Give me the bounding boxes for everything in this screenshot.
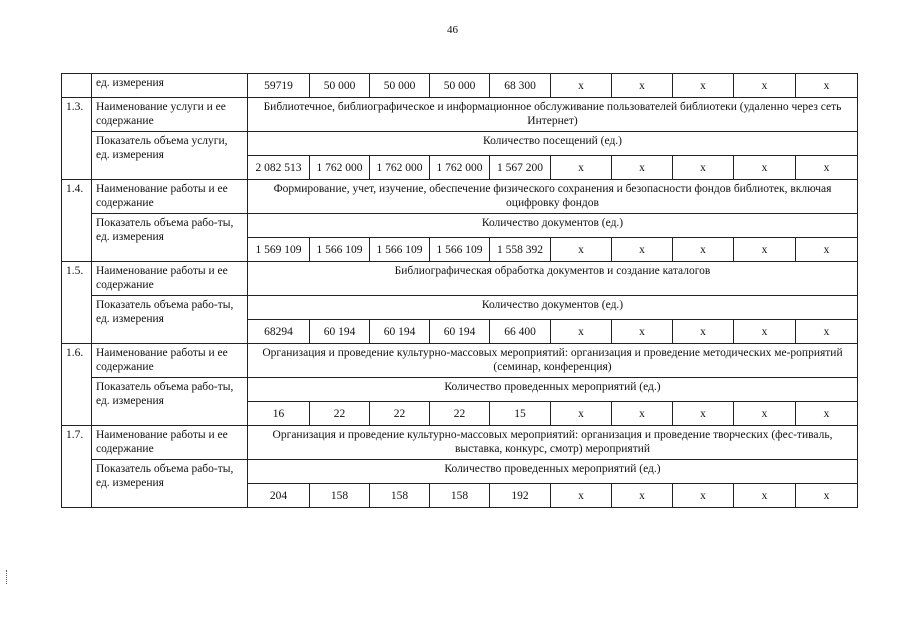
value-cell: x	[734, 238, 796, 262]
value-cell: x	[673, 238, 734, 262]
value-cell: x	[796, 484, 858, 508]
value-cell: x	[551, 238, 612, 262]
value-cell: 158	[310, 484, 370, 508]
table-row-indicator	[62, 132, 858, 156]
indicator-label: Показатель объема услуги, ед. измерения	[92, 132, 248, 180]
table-row-indicator	[62, 378, 858, 402]
value-cell: 1 558 392	[490, 238, 551, 262]
value-cell: 15	[490, 402, 551, 426]
value-cell: x	[551, 320, 612, 344]
section-number: 1.3.	[62, 98, 92, 180]
section-description: Библиотечное, библиографическое и информационное обслуживание пользователей библиотеки (удаленно через сеть Интернет)	[248, 98, 858, 132]
value-cell: 16	[248, 402, 310, 426]
indicator-name: Количество проведенных мероприятий (ед.)	[248, 460, 858, 484]
value-cell: x	[796, 402, 858, 426]
value-cell: x	[673, 320, 734, 344]
section-name-label: Наименование работы и ее содержание	[92, 262, 248, 296]
section-name-label: Наименование работы и ее содержание	[92, 426, 248, 460]
section-description: Формирование, учет, изучение, обеспечение физического сохранения и безопасности фондов библиотек, включая оцифровку фондов	[248, 180, 858, 214]
value-cell: 1 569 109	[248, 238, 310, 262]
indicator-name: Количество документов (ед.)	[248, 214, 858, 238]
indicator-label: Показатель объема рабо-ты, ед. измерения	[92, 460, 248, 508]
value-cell: 60 194	[430, 320, 490, 344]
table-body	[62, 74, 858, 508]
value-cell: 60 194	[370, 320, 430, 344]
value-cell: 60 194	[310, 320, 370, 344]
value-cell: 1 566 109	[370, 238, 430, 262]
table-row-section-name	[62, 98, 858, 132]
table-row-section-name	[62, 262, 858, 296]
section-number: 1.4.	[62, 180, 92, 262]
value-cell: x	[673, 402, 734, 426]
value-cell: x	[734, 156, 796, 180]
value-cell: 68294	[248, 320, 310, 344]
value-cell: x	[734, 402, 796, 426]
value-cell: x	[734, 484, 796, 508]
value-cell: 1 567 200	[490, 156, 551, 180]
value-cell: x	[612, 156, 673, 180]
value-cell: x	[796, 238, 858, 262]
section-description: Организация и проведение культурно-массовых мероприятий: организация и проведение методических ме-роприятий (семинар, конференция)	[248, 344, 858, 378]
value-cell: 22	[430, 402, 490, 426]
section-description: Организация и проведение культурно-массовых мероприятий: организация и проведение творческих (фес-тиваль, выставка, конкурс, смотр) мероприятий	[248, 426, 858, 460]
value-cell: 2 082 513	[248, 156, 310, 180]
value-cell: 68 300	[490, 74, 551, 98]
indicator-label: Показатель объема рабо-ты, ед. измерения	[92, 214, 248, 262]
page-number: 46	[447, 24, 458, 36]
indicator-label: Показатель объема рабо-ты, ед. измерения	[92, 378, 248, 426]
value-cell: x	[551, 156, 612, 180]
value-cell: 1 566 109	[310, 238, 370, 262]
value-cell: 59719	[248, 74, 310, 98]
value-cell: x	[734, 74, 796, 98]
value-cell: x	[673, 74, 734, 98]
indicator-name: Количество проведенных мероприятий (ед.)	[248, 378, 858, 402]
table-row-top-units	[62, 74, 858, 98]
table-row-indicator	[62, 214, 858, 238]
value-cell: 204	[248, 484, 310, 508]
value-cell: x	[796, 74, 858, 98]
value-cell: x	[734, 320, 796, 344]
units-label: ед. измерения	[92, 74, 248, 98]
value-cell: x	[551, 74, 612, 98]
value-cell: 1 566 109	[430, 238, 490, 262]
section-name-label: Наименование работы и ее содержание	[92, 180, 248, 214]
value-cell: x	[612, 238, 673, 262]
section-name-label: Наименование работы и ее содержание	[92, 344, 248, 378]
value-cell: 22	[370, 402, 430, 426]
value-cell: 158	[430, 484, 490, 508]
indicator-name: Количество посещений (ед.)	[248, 132, 858, 156]
section-number: 1.6.	[62, 344, 92, 426]
value-cell: 158	[370, 484, 430, 508]
section-name-label: Наименование услуги и ее содержание	[92, 98, 248, 132]
section-number: 1.7.	[62, 426, 92, 508]
section-description: Библиографическая обработка документов и создание каталогов	[248, 262, 858, 296]
value-cell: 66 400	[490, 320, 551, 344]
indicator-name: Количество документов (ед.)	[248, 296, 858, 320]
value-cell: x	[612, 74, 673, 98]
value-cell: x	[612, 402, 673, 426]
value-cell: x	[612, 320, 673, 344]
value-cell: 50 000	[370, 74, 430, 98]
value-cell: x	[673, 484, 734, 508]
value-cell: 22	[310, 402, 370, 426]
table-row-section-name	[62, 180, 858, 214]
indicator-label: Показатель объема рабо-ты, ед. измерения	[92, 296, 248, 344]
value-cell: x	[673, 156, 734, 180]
value-cell: 1 762 000	[430, 156, 490, 180]
value-cell: 192	[490, 484, 551, 508]
value-cell: x	[612, 484, 673, 508]
value-cell: x	[796, 156, 858, 180]
value-cell: 50 000	[430, 74, 490, 98]
value-cell: x	[796, 320, 858, 344]
table-row-indicator	[62, 460, 858, 484]
service-volume-table	[61, 73, 858, 508]
value-cell: x	[551, 484, 612, 508]
value-cell: 1 762 000	[370, 156, 430, 180]
table-row-indicator	[62, 296, 858, 320]
value-cell: x	[551, 402, 612, 426]
value-cell: 1 762 000	[310, 156, 370, 180]
table-row-section-name	[62, 426, 858, 460]
table-row-section-name	[62, 344, 858, 378]
margin-mark	[6, 570, 10, 584]
value-cell: 50 000	[310, 74, 370, 98]
number-cell-empty	[62, 74, 92, 98]
section-number: 1.5.	[62, 262, 92, 344]
